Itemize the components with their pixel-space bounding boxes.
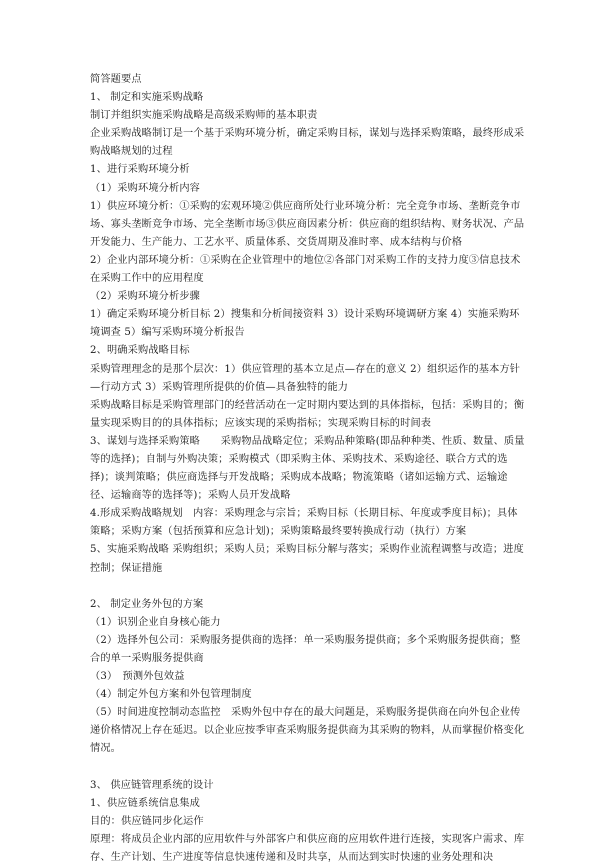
list-item: （3） 预测外包效益 [90, 671, 185, 683]
paragraph: 5、实施采购战略 采购组织；采购人员；采购目标分解与落实；采购作业流程调整与改造；进度控制；保证措施 [90, 544, 524, 574]
paragraph: 4.形成采购战略规划 内容：采购理念与宗旨；采购目标（长期目标、年度或季度目标)；具体策略；采购方案（包括预算和应急计划)；采购策略最终要转换成行动（执行）方案 [90, 508, 518, 538]
paragraph: 目的：供应链同步化运作 [90, 815, 204, 827]
paragraph: 原理：将成员企业内部的应用软件与外部客户和供应商的应用软件进行连接，实现客户需求、库存、生产计划、生产进度等信息快速传递和及时共享，从而达到实时快速的业务处理和决 [90, 833, 525, 864]
spacer [90, 578, 525, 596]
doc-title: 简答题要点 [90, 74, 142, 85]
subheading: 1、进行采购环境分析 [90, 164, 190, 176]
paragraph: 1）供应环境分析：①采购的宏观环境②供应商所处行业环境分析：完全竞争市场、垄断竞争市场、寡头垄断竞争市场、完全垄断市场③供应商因素分析：供应商的组织结构、财务状况、产品开发能力、生产能力、工艺水平、质量体系、交货周期及准时率、成本结构与价格 [90, 200, 525, 248]
section1-heading: 1、 制定和实施采购战略 [90, 92, 204, 104]
paragraph: 2）企业内部环境分析：①采购在企业管理中的地位②各部门对采购工作的支持力度③信息技术在采购工作中的应用程度 [90, 254, 521, 285]
subheading: 2、明确采购战略目标 [90, 345, 190, 357]
subheading: （2）采购环境分析步骤 [90, 291, 201, 303]
subheading: 1、供应链系统信息集成 [90, 797, 201, 809]
paragraph: 企业采购战略制订是一个基于采购环境分析，确定采购目标，谋划与选择采购策略，最终形成采购战略规划的过程 [90, 128, 525, 158]
paragraph: 采购战略目标是采购管理部门的经营活动在一定时期内要达到的具体指标，包括：采购目的；衡量实现采购目的的具体指标；应该实现的采购指标；实现采购目标的时间表 [90, 399, 525, 429]
list-item: （4）制定外包方案和外包管理制度 [90, 689, 252, 701]
document-body [90, 71, 525, 867]
paragraph: 采购管理理念的是那个层次：1）供应管理的基本立足点—存在的意义 2）组织运作的基本方针—行动方式 3）采购管理所提供的价值—具备独特的能力 [90, 363, 521, 393]
subheading: （1）采购环境分析内容 [90, 182, 201, 194]
list-item: （2）选择外包公司：采购服务提供商的选择：单一采购服务提供商；多个采购服务提供商；整合的单一采购服务提供商 [90, 634, 521, 664]
spacer [90, 759, 525, 777]
section3-heading: 3、 供应链管理系统的设计 [90, 779, 214, 791]
paragraph: 制订并组织实施采购战略是高级采购师的基本职责 [90, 110, 318, 122]
section2-heading: 2、 制定业务外包的方案 [90, 598, 204, 610]
list-item: （5）时间进度控制动态监控 采购外包中存在的最大问题是，采购服务提供商在向外包企业传递价格情况上存在延迟。以企业应按季审查采购服务提供商为其采购的物料，从而掌握价格变化情况。 [90, 707, 525, 755]
paragraph: 1）确定采购环境分析目标 2）搜集和分析间接资料 3）设计采购环境调研方案 4）实施采购环境调查 5）编写采购环境分析报告 [90, 309, 520, 339]
paragraph: 3、谋划与选择采购策略 采购物品战略定位；采购品种策略(即品种种类、性质、数量、质量等的选择)；自制与外购决策；采购模式（即采购主体、采购技术、采购途径、联合方式的选择)；谈判策略；供应商选择与开发战略；采购成本战略；物流策略（诸如运输方式、运输途径、运输商等的选择等)；采购人员开发战略 [90, 435, 525, 502]
list-item: （1）识别企业自身核心能力 [90, 616, 221, 628]
